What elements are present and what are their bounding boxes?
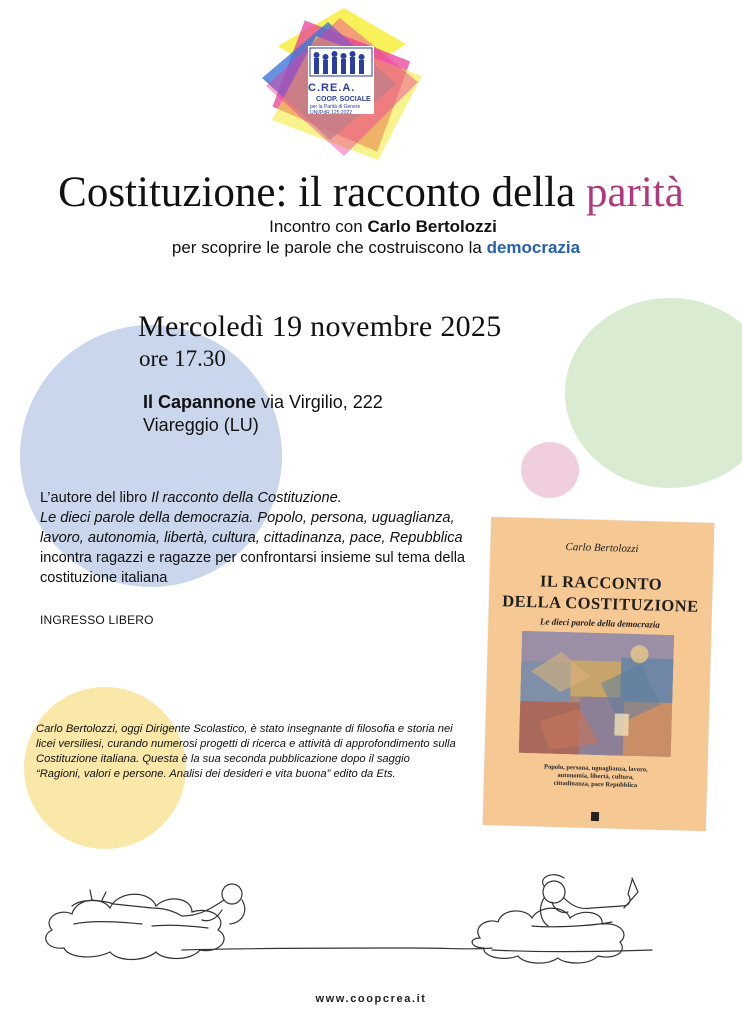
book-cover-artwork bbox=[519, 631, 674, 757]
event-description bbox=[40, 488, 480, 588]
speaker-name: Carlo Bertolozzi bbox=[367, 217, 497, 236]
clouds-illustration bbox=[32, 850, 672, 970]
book-title-line-1: IL RACCONTO bbox=[539, 571, 663, 594]
title-accent: parità bbox=[585, 169, 684, 216]
book-author: Carlo Bertolozzi bbox=[565, 541, 639, 556]
book-words: Popolo, persona, uguaglianza, lavoro, autonomia, libertà, cultura, cittadinanza, pace Repubblica bbox=[543, 763, 648, 790]
page-title bbox=[0, 168, 742, 217]
book-cover bbox=[483, 517, 715, 831]
event-time: ore 17.30 bbox=[139, 346, 226, 371]
subtitle-prefix: Incontro con bbox=[269, 217, 363, 236]
website-link[interactable]: www.coopcrea.it bbox=[315, 993, 427, 1005]
decorative-circle-pink bbox=[521, 442, 579, 498]
venue-name: Il Capannone bbox=[143, 392, 257, 412]
book-title bbox=[489, 569, 713, 617]
subtitle-line-2 bbox=[0, 238, 742, 258]
logo-name: C.RE.A. bbox=[308, 82, 356, 94]
description-rest: incontra ragazzi e ragazze per confrontarsi insieme sul tema della costituzione italiana bbox=[40, 550, 466, 586]
logo-note: per la Parità di Genere UNI/PdR 125:2022 bbox=[310, 104, 361, 116]
entry-note: INGRESSO LIBERO bbox=[40, 613, 154, 627]
subtitle-line2-text: per scoprire le parole che costruiscono la bbox=[171, 238, 482, 257]
venue-address: via Virgilio, 222 bbox=[261, 392, 383, 412]
publisher-logo-icon bbox=[591, 812, 599, 821]
book-subtitle: Le dieci parole della democrazia bbox=[539, 616, 661, 630]
event-city: Viareggio (LU) bbox=[143, 415, 259, 435]
description-book-subtitle: Le dieci parole della democrazia. Popolo, persona, uguaglianza, lavoro, autonomia, libertà, cultura, cittadinanza, pace, Repubblica bbox=[40, 510, 463, 546]
book-title-line-2: DELLA COSTITUZIONE bbox=[501, 591, 699, 616]
decorative-circle-green bbox=[565, 298, 742, 488]
event-venue bbox=[143, 392, 383, 413]
description-intro: L’autore del libro bbox=[40, 490, 148, 506]
title-main: Costituzione: il racconto della bbox=[58, 169, 576, 216]
subtitle-line-1 bbox=[0, 217, 742, 237]
subtitle-accent-word: democrazia bbox=[486, 238, 581, 257]
description-book-title: Il racconto della Costituzione. bbox=[151, 490, 342, 506]
event-date: Mercoledì 19 novembre 2025 bbox=[138, 310, 502, 343]
author-bio: Carlo Bertolozzi, oggi Dirigente Scolastico, è stato insegnante di filosofia e storia nei licei versiliesi, curando numerosi progetti di ricerca e attività di approfondimento sulla Costituzione italiana. Questa è la sua seconda pubblicazione dopo il saggio “Ragioni, valori e persone. Analisi dei desideri e vita buona” edito da Ets. bbox=[36, 723, 456, 780]
logo-tagline: COOP. SOCIALE bbox=[316, 96, 371, 103]
